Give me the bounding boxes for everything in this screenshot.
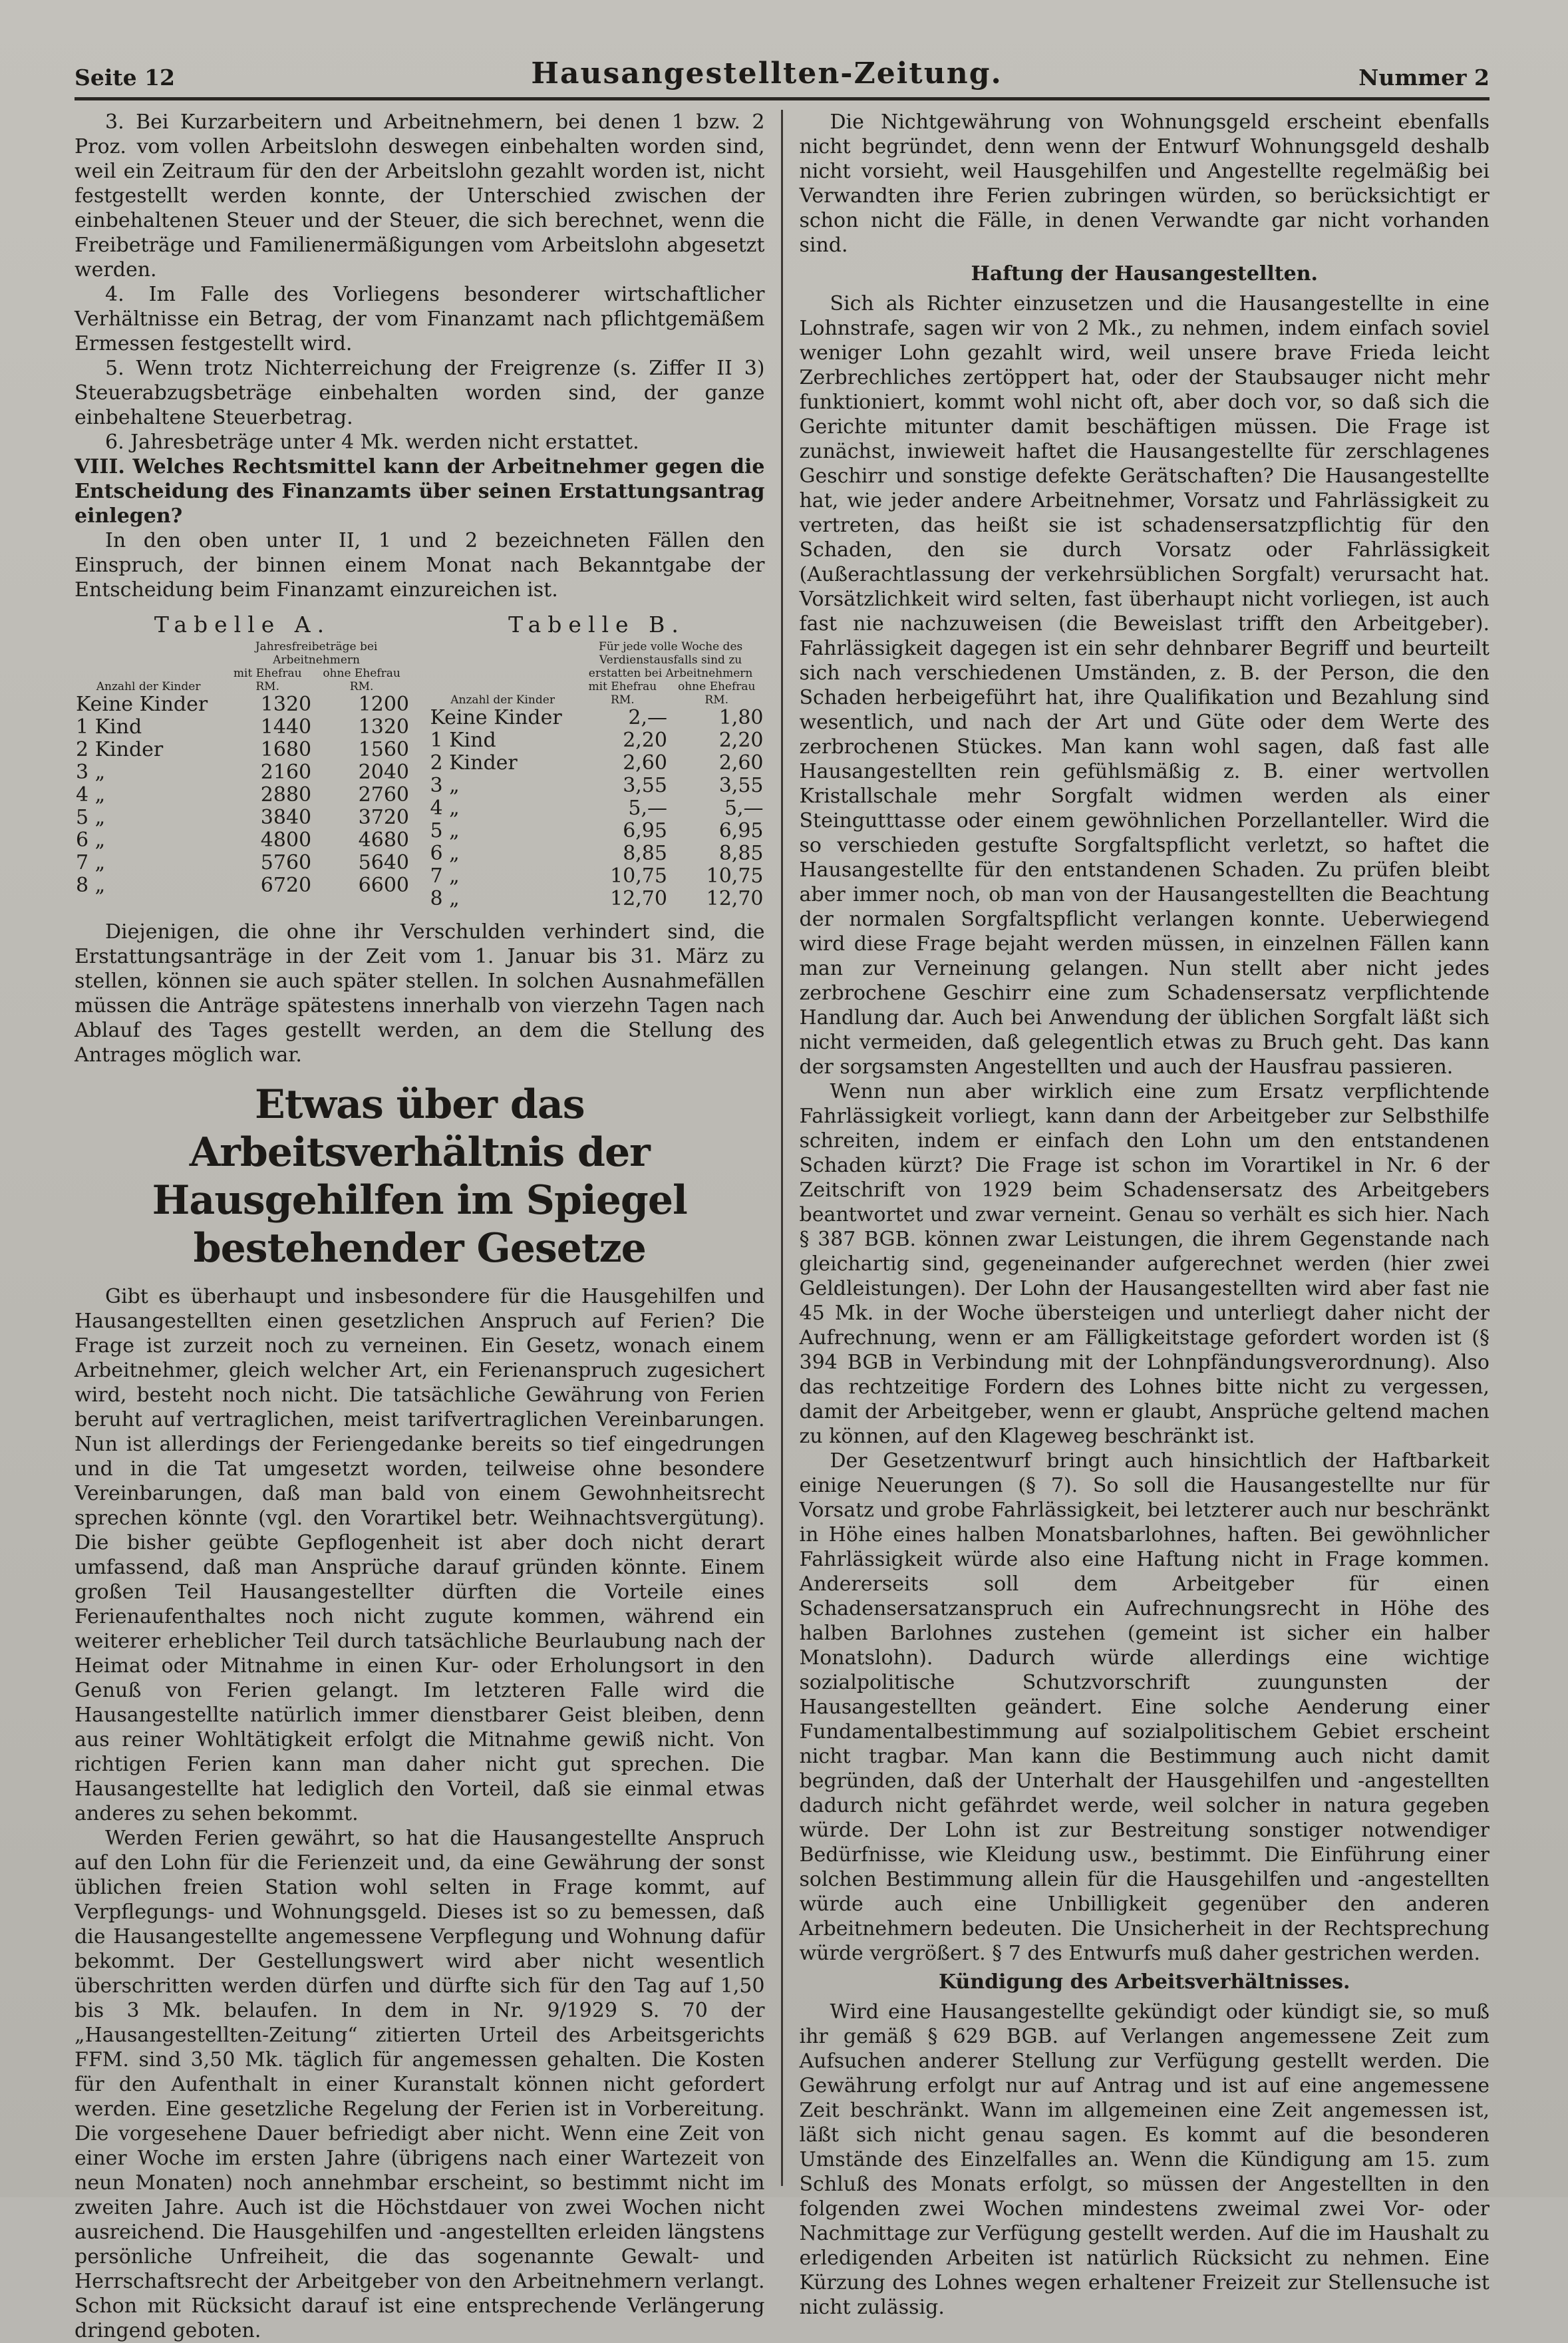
table-cell: 8,85 <box>718 842 764 865</box>
table-cell: 2,60 <box>623 751 667 775</box>
left-column <box>75 110 765 2342</box>
table-row <box>75 784 410 807</box>
table-row <box>75 761 410 784</box>
article-title: Etwas über das Arbeitsverhältnis der Hausgehilfen im Spiegel bestehender Gesetze <box>152 1081 687 1272</box>
subheading: Kündigung des Arbeitsverhältnisses. <box>939 1970 1350 1994</box>
table-cell: 3,55 <box>623 774 667 797</box>
table-cell: 3 „ <box>76 761 106 784</box>
table-cell: 5 „ <box>76 806 106 829</box>
issue-number: Nummer 2 <box>1358 65 1490 90</box>
table-body <box>429 707 765 910</box>
table-cell: Keine Kinder <box>430 706 562 729</box>
column-header: mit Ehefrau RM. <box>588 680 657 707</box>
table-cell: 7 „ <box>76 851 106 874</box>
right-column <box>799 110 1490 2319</box>
table-cell: 8,85 <box>623 842 667 865</box>
paragraph: Werden Ferien gewährt, so hat die Hausangestellte Anspruch auf den Lohn für die Ferienzeit und, da eine Gewährung der sonst üblichen freien Station wohl selten in Frage kommt, auf Verpflegungs- und Wohnungsgeld. Dieses ist so zu bemessen, daß die Hausangestellte angemessene Verpflegung und Wohnung dafür bekommt. Der Gestellungswert wird aber nicht wesentlich überschritten werden dürfen und dürfte sich für den Tag auf 1,50 bis 3 Mk. belaufen. In dem in Nr. 9/1929 S. 70 der „Hausangestellten-Zeitung“ zitierten Urteil des Arbeitsgerichts FFM. sind 3,50 Mk. täglich für angemessen gehalten. Die Kosten für den Aufenthalt in einer Kuranstalt können nicht gefordert werden. Eine gesetzliche Regelung der Ferien ist in Vorbereitung. Die vorgesehene Dauer befriedigt aber nicht. Wenn eine Zeit von einer Woche im ersten Jahre (übrigens nach einer Wartezeit von neun Monaten) noch annehmbar erscheint, so bestimmt nicht im zweiten Jahre. Auch ist die Höchstdauer von zwei Wochen nicht ausreichend. Die Hausgehilfen und -angestellten erleiden längstens persönliche Unfreiheit, die das sogenannte Gewalt- und Herrschaftsrecht der Arbeitgeber von den Arbeitnehmern verlangt. Schon mit Rücksicht darauf ist eine entsprechende Verlängerung dringend geboten. <box>75 1827 765 2342</box>
table-row <box>75 852 410 874</box>
table-cell: 12,70 <box>706 887 764 910</box>
table-cell: 3720 <box>358 806 409 829</box>
table-row <box>429 797 765 820</box>
table-cell: 2160 <box>260 761 312 784</box>
table-cell: 5760 <box>260 851 312 874</box>
table-cell: 5,— <box>628 797 667 820</box>
table-row <box>429 865 765 888</box>
paragraph: 6. Jahresbeträge unter 4 Mk. werden nicht erstattet. <box>105 431 639 454</box>
table-cell: 1680 <box>260 738 312 761</box>
table-cell: 4 „ <box>76 783 106 807</box>
table-cell: 7 „ <box>430 864 460 888</box>
table-row <box>429 888 765 910</box>
table-cell: 1200 <box>358 693 409 716</box>
table-cell: 1 Kind <box>430 729 496 752</box>
table-title: Tabelle B. <box>508 612 685 637</box>
table-row <box>429 752 765 775</box>
table-cell: 1320 <box>260 693 312 716</box>
table-cell: 6,95 <box>718 819 764 842</box>
table-cell: 2 Kinder <box>430 751 518 775</box>
table-row <box>429 775 765 797</box>
tables-block <box>75 612 765 910</box>
paragraph: 4. Im Falle des Vorliegens besonderer wirtschaftlicher Verhältnisse ein Betrag, der vom Finanzamt nach pflichtgemäßem Ermessen festgestellt wird. <box>75 283 765 355</box>
paragraph: 5. Wenn trotz Nichterreichung der Freigrenze (s. Ziffer II 3) Steuerabzugsbeträge einbehalten worden sind, der ganze einbehaltene Steuerbetrag. <box>75 357 765 429</box>
table-cell: Keine Kinder <box>76 693 208 716</box>
table-row <box>429 820 765 842</box>
table-row <box>429 729 765 752</box>
table-cell: 3 „ <box>430 774 460 797</box>
paragraph: Diejenigen, die ohne ihr Verschulden verhindert sind, die Erstattungsanträge in der Zeit vom 1. Januar bis 31. März zu stellen, können sie auch später stellen. In solchen Ausnahmefällen müssen die Anträge spätestens innerhalb von vierzehn Tagen nach Ablauf des Tages gestellt werden, an dem die Stellung des Antrages möglich war. <box>75 920 765 1067</box>
table-cell: 1 Kind <box>76 715 142 739</box>
column-rule <box>781 110 784 2186</box>
table-row <box>429 707 765 729</box>
paragraph: Gibt es überhaupt und insbesondere für die Hausgehilfen und Hausangestellten einen gesetzlichen Anspruch auf Ferien? Die Frage ist zurzeit noch zu verneinen. Ein Gesetz, wonach einem Arbeitnehmer, gleich welcher Art, ein Ferienanspruch zugesichert wird, besteht noch nicht. Die tatsächliche Gewährung von Ferien beruht auf vertraglichen, meist tarifvertraglichen Vereinbarungen. Nun ist allerdings der Feriengedanke bereits so tief eingedrungen und in die Tat umgesetzt worden, teilweise ohne besondere Vereinbarungen, daß man bald von einem Gewohnheitsrecht sprechen könnte (vgl. den Vorartikel betr. Weihnachtsvergütung). Die bisher geübte Gepflogenheit ist aber doch nicht derart umfassend, daß man Ansprüche darauf gründen könnte. Einem großen Teil Hausangestellter dürften die Vorteile eines Ferienaufenthaltes noch nicht zugute kommen, während ein weiterer erheblicher Teil durch tatsächliche Beurlaubung nach der Heimat oder Mitnahme in einen Kur- oder Erholungsort in den Genuß von Ferien gelangt. Im letzteren Falle wird die Hausangestellte natürlich immer dienstbarer Geist bleiben, denn aus reiner Wohltätigkeit erfolgt die Mitnahme gewiß nicht. Von richtigen Ferien kann man daher nicht gut sprechen. Die Hausangestellte hat lediglich den Vorteil, daß sie einmal etwas anderes zu sehen bekommt. <box>75 1285 765 1825</box>
table-cell: 2880 <box>260 783 312 807</box>
table-row <box>75 716 410 739</box>
columns <box>75 110 1490 2342</box>
paragraph: Sich als Richter einzusetzen und die Hausangestellte in eine Lohnstrafe, sagen wir von 2 Mk., zu nehmen, indem einfach soviel weniger Lohn gezahlt wird, weil unsere brave Frieda leicht Zerbrechliches zertöppert hat, oder der Staubsauger nicht mehr funktioniert, kommt wohl nicht oft, aber doch vor, so daß sich die Gerichte mitunter damit beschäftigen müssen. Die Frage ist zunächst, inwieweit haftet die Hausangestellte für zerschlagenes Geschirr und sonstige defekte Gerätschaften? Die Hausangestellte hat, wie jeder andere Arbeitnehmer, Vorsatz und Fahrlässigkeit zu vertreten, das heißt sie ist schadensersatzpflichtig für den Schaden, den sie durch Vorsatz oder Fahrlässigkeit (Außerachtlassung der verkehrsüblichen Sorgfalt) verursacht hat. Vorsätzlichkeit wird selten, fast überhaupt nicht vorliegen, ist auch fast nie nachzuweisen (die Beweislast trifft den Arbeitgeber). Fahrlässigkeit dagegen ist ein sehr dehnbarer Begriff und beurteilt sich nach verschiedenen Umständen, z. B. der Person, die den Schaden herbeigeführt hat, ihre Qualifikation und Bezahlung sind wesentlich, und nach der Art und Güte oder dem Werte des zerbrochenen Stückes. Man kann wohl sagen, daß fast alle Hausangestellten rein gefühlsmäßig z. B. einer wertvollen Kristallschale mehr Sorgfalt widmen werden als einer Steingutttasse oder einem gewöhnlichen Porzellanteller. Wird die so verschieden gestufte Sorgfaltspflicht verletzt, so haftet die Hausangestellte für den entstandenen Schaden. Zu prüfen bleibt aber immer noch, ob man von der Hausangestellten die Beachtung der normalen Sorgfaltspflicht verlangen konnte. Ueberwiegend wird diese Frage bejaht werden müssen, in einzelnen Fällen kann man zur Verneinung gelangen. Nun stellt aber nicht jedes zerbrochene Geschirr eine zum Schadensersatz verpflichtende Handlung dar. Auch bei Anwendung der üblichen Sorgfalt läßt sich nicht vermeiden, daß gelegentlich etwas zu Bruch geht. Das kann der sorgsamsten Angestellten und auch der Hausfrau passieren. <box>799 292 1490 1079</box>
table-cell: 6 „ <box>76 828 106 852</box>
column-header: mit Ehefrau RM. <box>233 667 302 693</box>
table-a <box>75 612 410 910</box>
table-cell: 8 „ <box>430 887 460 910</box>
paragraph: 3. Bei Kurzarbeitern und Arbeitnehmern, bei denen 1 bzw. 2 Proz. vom vollen Arbeitslohn deswegen einbehalten worden sind, weil ein Zeitraum für den der Arbeitslohn gezahlt worden ist, nicht festgestellt werden konnte, der Unterschied zwischen der einbehaltenen Steuer und der Steuer, die sich berechnet, wenn die Freibeträge und Familienermäßigungen vom Arbeitslohn abgesetzt werden. <box>75 110 765 281</box>
table-cell: 4680 <box>358 828 409 852</box>
table-cell: 2,60 <box>718 751 764 775</box>
table-cell: 2040 <box>358 761 409 784</box>
paragraph: In den oben unter II, 1 und 2 bezeichneten Fällen den Einspruch, der binnen einem Monat nach Bekanntgabe der Entscheidung beim Finanzamt einzureichen ist. <box>75 529 765 602</box>
table-cell: 8 „ <box>76 874 106 897</box>
table-cell: 10,75 <box>610 864 667 888</box>
table-row <box>75 739 410 761</box>
table-cell: 5640 <box>358 851 409 874</box>
paragraph: Der Gesetzentwurf bringt auch hinsichtlich der Haftbarkeit einige Neuerungen (§ 7). So soll die Hausangestellte nur für Vorsatz und grobe Fahrlässigkeit, bei letzterer auch nur beschränkt in Höhe eines halben Monatsbarlohnes, haften. Bei gewöhnlicher Fahrlässigkeit würde also eine Haftung nicht in Frage kommen. Andererseits soll dem Arbeitgeber für einen Schadensersatzanspruch ein Aufrechnungsrecht in Höhe des halben Barlohnes zustehen (gemeint ist sicher ein halber Monatslohn). Dadurch würde allerdings eine wichtige sozialpolitische Schutzvorschrift zuungunsten der Hausangestellten geändert. Eine solche Aenderung einer Fundamentalbestimmung auf sozialpolitischem Gebiet erscheint nicht tragbar. Man kann die Bestimmung auch nicht damit begründen, daß der Unterhalt der Hausgehilfen und -angestellten dadurch nicht gefährdet werde, weil solcher in natura gegeben würde. Der Lohn ist zur Bestreitung sonstiger notwendiger Bedürfnisse, wie Kleidung usw., bestimmt. Die Einführung einer solchen Bestimmung allein für die Hausgehilfen und -angestellten würde auch eine Unbilligkeit gegenüber den anderen Arbeitnehmern bedeuten. Die Unsicherheit in der Rechtsprechung würde vergrößert. § 7 des Entwurfs muß daher gestrichen werden. <box>799 1449 1490 1965</box>
table-cell: 12,70 <box>610 887 667 910</box>
table-cell: 1560 <box>358 738 409 761</box>
section-heading: VIII. Welches Rechtsmittel kann der Arbeitnehmer gegen die Entscheidung des Finanzamts über seinen Erstattungsantrag einlegen? <box>75 455 765 528</box>
table-cell: 1320 <box>358 715 409 739</box>
table-cell: 6,95 <box>623 819 667 842</box>
column-header: Anzahl der Kinder <box>96 680 201 693</box>
table-cell: 1,80 <box>718 706 764 729</box>
newspaper-title: Hausangestellten-Zeitung. <box>531 57 1003 90</box>
subheading: Haftung der Hausangestellten. <box>971 262 1318 285</box>
column-header: ohne Ehefrau RM. <box>323 667 400 693</box>
table-cell: 3840 <box>260 806 312 829</box>
table-cell: 1440 <box>260 715 312 739</box>
table-cell: 4800 <box>260 828 312 852</box>
table-row <box>75 807 410 829</box>
table-cell: 2,— <box>628 706 667 729</box>
table-title: Tabelle A. <box>154 612 331 637</box>
table-cell: 10,75 <box>706 864 764 888</box>
column-group-header: Für jede volle Woche des Verdienstausfalls sind zu erstatten bei Arbeitnehmern <box>588 640 753 680</box>
paragraph: Wird eine Hausangestellte gekündigt oder kündigt sie, so muß ihr gemäß § 629 BGB. auf Verlangen angemessene Zeit zum Aufsuchen anderer Stellung zur Verfügung gestellt werden. Die Gewährung erfolgt nur auf Antrag und ist auf eine angemessene Zeit beschränkt. Wann im allgemeinen eine Zeit angemessen ist, läßt sich nicht genau sagen. Es kommt auf die besonderen Umstände des Einzelfalles an. Wenn die Kündigung am 15. zum Schluß des Monats erfolgt, so müssen der Angestellten in den folgenden zwei Wochen mindestens zweimal zwei Vor- oder Nachmittage zur Verfügung gestellt werden. Auf die im Haushalt zu erledigenden Arbeiten ist natürlich Rücksicht zu nehmen. Eine Kürzung des Lohnes wegen erhaltener Freizeit zur Stellensuche ist nicht zulässig. <box>799 2000 1490 2319</box>
table-cell: 4 „ <box>430 797 460 820</box>
table-row <box>75 693 410 716</box>
table-cell: 3,55 <box>718 774 764 797</box>
table-row <box>429 842 765 865</box>
table <box>429 640 765 910</box>
table <box>75 640 410 897</box>
table-cell: 6 „ <box>430 842 460 865</box>
table-cell: 2,20 <box>623 729 667 752</box>
paragraph: Die Nichtgewährung von Wohnungsgeld erscheint ebenfalls nicht begründet, denn wenn der Entwurf Wohnungsgeld deshalb nicht vorsieht, weil Hausgehilfen und Angestellte regelmäßig bei Verwandten ihre Ferien zubringen würden, so berücksichtigt er schon nicht die Fälle, in denen Verwandte gar nicht vorhanden sind. <box>799 110 1490 257</box>
table-row <box>75 874 410 897</box>
column-header: ohne Ehefrau RM. <box>677 680 756 707</box>
paragraph: Wenn nun aber wirklich eine zum Ersatz verpflichtende Fahrlässigkeit vorliegt, kann dann der Arbeitgeber zur Selbsthilfe schreiten, indem er einfach den Lohn um den entstandenen Schaden kürzt? Die Frage ist schon im Vorartikel in Nr. 6 der Zeitschrift von 1929 beim Schadensersatz des Arbeitgebers beantwortet und zwar verneint. Genau so verhält es sich hier. Nach § 387 BGB. können zwar Leistungen, die ihrem Gegenstande nach gleichartig sind, gegeneinander aufgerechnet werden (hier zwei Geldleistungen). Der Lohn der Hausangestellten wird aber fast nie 45 Mk. in der Woche übersteigen und unterliegt daher nicht der Aufrechnung, wenn er am Fälligkeitstage gefordert worden ist (§ 394 BGB in Verbindung mit der Lohnpfändungsverordnung). Also das rechtzeitige Fordern des Lohnes bitte nicht zu vergessen, damit der Arbeitgeber, wenn er glaubt, Ansprüche geltend machen zu können, auf den Klageweg beschränkt ist. <box>799 1080 1490 1448</box>
table-cell: 5,— <box>724 797 764 820</box>
table-cell: 6720 <box>260 874 312 897</box>
table-cell: 2,20 <box>718 729 764 752</box>
table-cell: 2760 <box>358 783 409 807</box>
table-row <box>75 829 410 852</box>
table-cell: 6600 <box>358 874 409 897</box>
page-header <box>75 59 1490 100</box>
table-b <box>429 612 765 910</box>
column-header: Anzahl der Kinder <box>450 693 555 707</box>
table-cell: 2 Kinder <box>76 738 164 761</box>
table-body <box>75 693 410 897</box>
table-cell: 5 „ <box>430 819 460 842</box>
page-number: Seite 12 <box>75 65 176 90</box>
column-group-header: Jahresfreibeträge bei Arbeitnehmern <box>255 640 378 667</box>
